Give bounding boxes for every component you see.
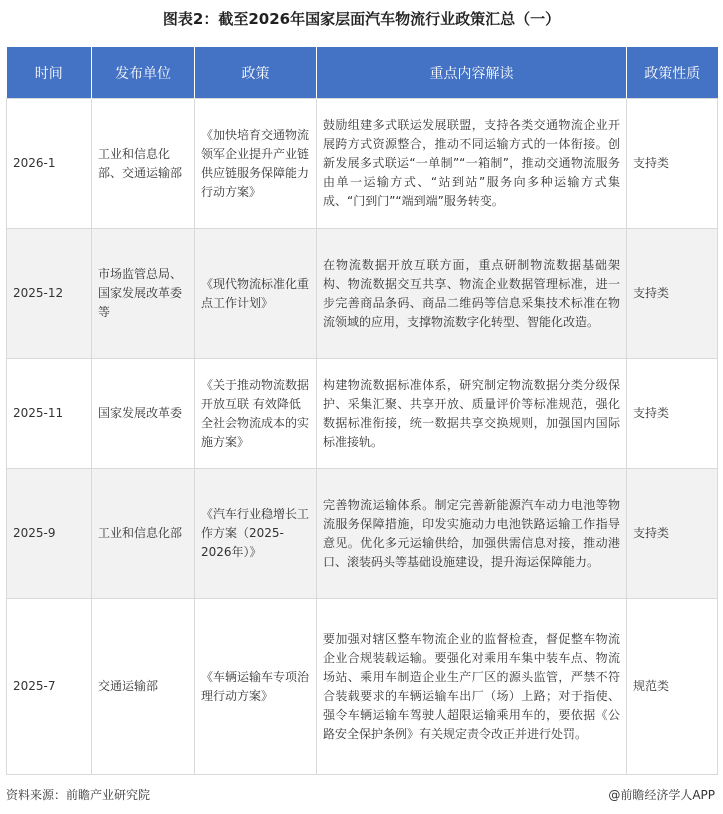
row-nature: 规范类 [627, 599, 718, 775]
table-row [7, 599, 718, 775]
table-row [7, 469, 718, 599]
row-content: 完善物流运输体系。制定完善新能源汽车动力电池等物流服务保障措施，印发实施动力电池铁路运输工作指导意见。优化多元运输供给，加强供需信息对接，推动港口、滚装码头等基础设施建设，提升海运保障能力。 [317, 469, 627, 599]
row-publisher: 交通运输部 [92, 599, 195, 775]
row-policy: 《关于推动物流数据开放互联 有效降低全社会物流成本的实施方案》 [195, 359, 317, 469]
row-nature: 支持类 [627, 359, 718, 469]
table-header-row [7, 47, 718, 99]
row-content: 鼓励组建多式联运发展联盟，支持各类交通物流企业开展跨方式资源整合，推动不同运输方式的一体衔接。创新发展多式联运“一单制”“一箱制”，推动交通物流服务由单一运输方式、“站到站”服务向多种运输方式集成、“门到门”“端到端”服务转变。 [317, 99, 627, 229]
header-content: 重点内容解读 [317, 47, 627, 99]
page-title: 图表2：截至2026年国家层面汽车物流行业政策汇总（一） [162, 10, 561, 28]
row-nature: 支持类 [627, 469, 718, 599]
row-policy: 《现代物流标准化重点工作计划》 [195, 229, 317, 359]
brand-credit: @前瞻经济学人APP [608, 788, 715, 802]
row-content: 构建物流数据标准体系，研究制定物流数据分类分级保护、采集汇聚、共享开放、质量评价等标准规范，强化数据标准衔接，统一数据共享交换规则，加强国内国际标准接轨。 [317, 359, 627, 469]
row-time: 2026-1 [7, 99, 92, 229]
row-content: 要加强对辖区整车物流企业的监督检查，督促整车物流企业合规装载运输。要强化对乘用车集中装车点、物流场站、乘用车制造企业生产厂区的源头监管，严禁不符合装载要求的车辆运输车出厂（场）上路；对于指使、强令车辆运输车驾驶人超限运输乘用车的，要依据《公路安全保护条例》有关规定责令改正并进行处罚。 [317, 599, 627, 775]
row-time: 2025-7 [7, 599, 92, 775]
row-publisher: 市场监管总局、国家发展改革委等 [92, 229, 195, 359]
row-time: 2025-12 [7, 229, 92, 359]
row-publisher: 国家发展改革委 [92, 359, 195, 469]
header-nature: 政策性质 [627, 47, 718, 99]
header-publisher: 发布单位 [92, 47, 195, 99]
table-row [7, 359, 718, 469]
row-policy: 《车辆运输车专项治理行动方案》 [195, 599, 317, 775]
row-publisher: 工业和信息化部、交通运输部 [92, 99, 195, 229]
row-content: 在物流数据开放互联方面，重点研制物流数据基础架构、物流数据交互共享、物流企业数据管理标准，进一步完善商品条码、商品二维码等信息采集技术标准在物流领域的应用，支撑物流数字化转型、智能化改造。 [317, 229, 627, 359]
policy-table [6, 47, 718, 775]
row-nature: 支持类 [627, 229, 718, 359]
row-time: 2025-11 [7, 359, 92, 469]
row-policy: 《加快培育交通物流领军企业提升产业链供应链服务保障能力行动方案》 [195, 99, 317, 229]
row-time: 2025-9 [7, 469, 92, 599]
header-policy: 政策 [195, 47, 317, 99]
source-note: 资料来源：前瞻产业研究院 [6, 788, 151, 802]
table-row [7, 229, 718, 359]
row-policy: 《汽车行业稳增长工作方案（2025-2026年）》 [195, 469, 317, 599]
row-nature: 支持类 [627, 99, 718, 229]
table-row [7, 99, 718, 229]
header-time: 时间 [7, 47, 92, 99]
row-publisher: 工业和信息化部 [92, 469, 195, 599]
